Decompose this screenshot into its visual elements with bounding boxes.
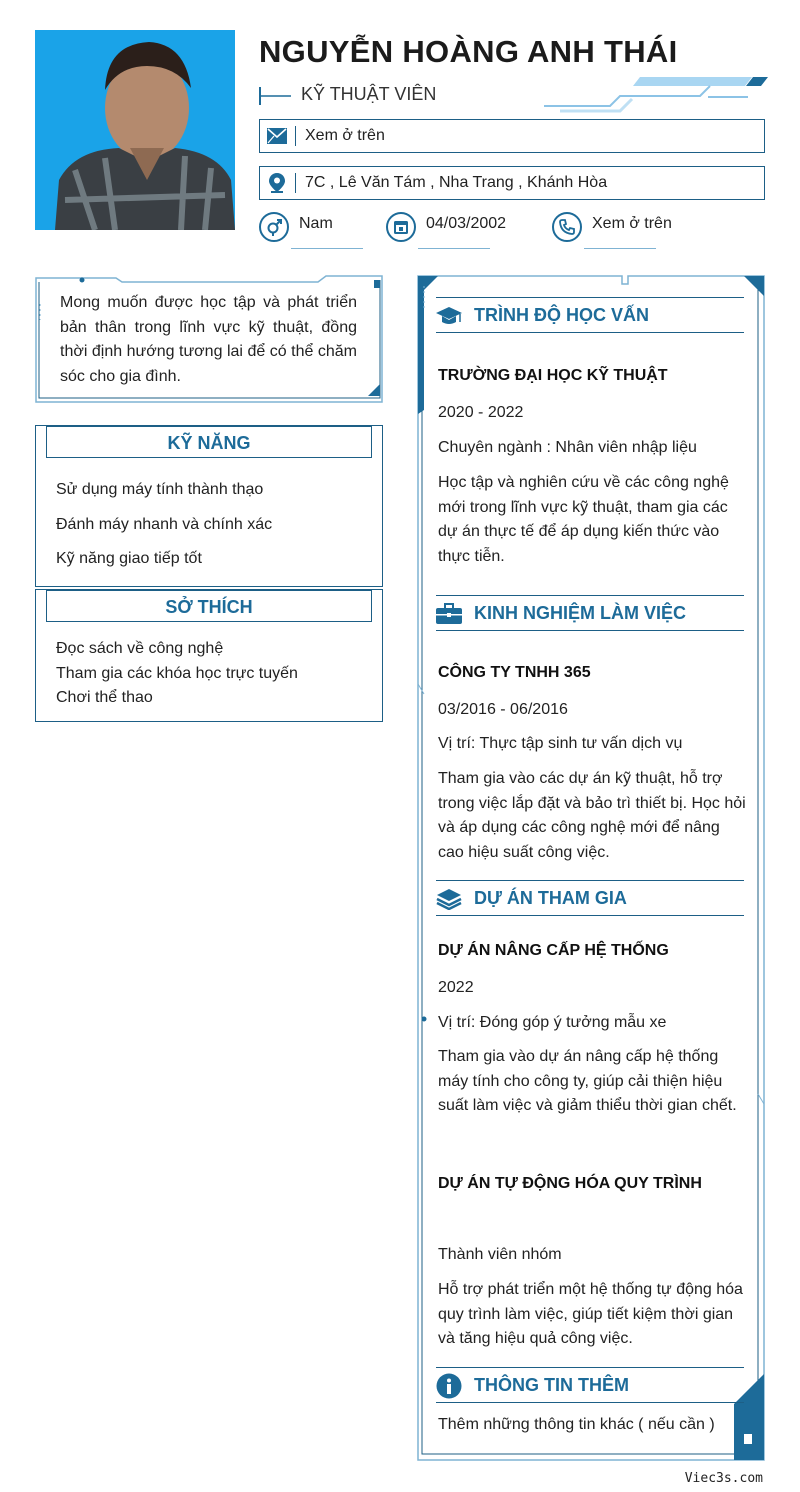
additional-text: Thêm những thông tin khác ( nếu cần ) (438, 1416, 715, 1433)
briefcase-icon (436, 601, 462, 627)
education-school: TRƯỜNG ĐẠI HỌC KỸ THUẬT (438, 367, 668, 384)
skill-item: Đánh máy nhanh và chính xác (56, 516, 273, 533)
project-role: Thành viên nhóm (438, 1246, 562, 1263)
hobbies-card (35, 589, 383, 722)
gender-icon (259, 212, 289, 242)
experience-company: CÔNG TY TNHH 365 (438, 664, 591, 681)
education-description: Học tập và nghiên cứu về các công nghệ mới trong lĩnh vực kỹ thuật, tham gia các dự án thực tế để áp dụng kiến thức vào thực tiễn. (438, 474, 729, 565)
hobbies-heading: SỞ THÍCH (46, 590, 372, 622)
project-name: DỰ ÁN TỰ ĐỘNG HÓA QUY TRÌNH (438, 1175, 702, 1192)
address-value: 7C , Lê Văn Tám , Nha Trang , Khánh Hòa (305, 174, 608, 191)
job-title: KỸ THUẬT VIÊN (301, 84, 437, 104)
objective-text: Mong muốn được học tập và phát triển bản thân trong lĩnh vực kỹ thuật, đồng thời định hướng tương lai để có thể chăm sóc cho gia đình. (60, 294, 357, 385)
envelope-icon (260, 120, 294, 152)
email-row (259, 119, 765, 153)
skill-item: Kỹ năng giao tiếp tốt (56, 550, 202, 567)
skill-item: Sử dụng máy tính thành thạo (56, 481, 264, 498)
gender-value: Nam (299, 215, 333, 232)
projects-heading-bar (436, 880, 744, 916)
project-description: Tham gia vào dự án nâng cấp hệ thống máy tính cho công ty, giúp cải thiện hiệu suất làm việc và giảm thiểu thời gian chết. (438, 1048, 737, 1114)
project-role: Vị trí: Đóng góp ý tưởng mẫu xe (438, 1014, 667, 1031)
profile-photo-illustration (35, 30, 235, 230)
education-major: Chuyên ngành : Nhân viên nhập liệu (438, 439, 697, 456)
experience-position: Vị trí: Thực tập sinh tư vấn dịch vụ (438, 735, 683, 752)
experience-heading: KINH NGHIỆM LÀM VIỆC (474, 603, 687, 623)
title-line-icon (259, 86, 293, 106)
experience-period: 03/2016 - 06/2016 (438, 701, 568, 718)
email-value: Xem ở trên (305, 127, 385, 144)
dob-info (386, 212, 516, 252)
skills-heading: KỸ NĂNG (46, 426, 372, 458)
experience-heading-bar (436, 595, 744, 631)
layers-icon (436, 886, 462, 912)
phone-value: Xem ở trên (592, 215, 672, 232)
candidate-name: NGUYỄN HOÀNG ANH THÁI (259, 34, 678, 69)
location-pin-icon (260, 167, 294, 199)
calendar-icon (386, 212, 416, 242)
additional-heading: THÔNG TIN THÊM (474, 1375, 629, 1395)
address-row (259, 166, 765, 200)
education-period: 2020 - 2022 (438, 404, 524, 421)
education-heading-bar (436, 297, 744, 333)
experience-description: Tham gia vào các dự án kỹ thuật, hỗ trợ trong việc lắp đặt và bảo trì thiết bị. Học hỏi và áp dụng các công nghệ mới để nâng cao hiệu suất công việc. (438, 770, 746, 861)
hobby-item: Chơi thể thao (56, 689, 153, 706)
profile-photo (35, 30, 235, 230)
graduation-cap-icon (436, 303, 462, 329)
hobby-item: Tham gia các khóa học trực tuyến (56, 665, 298, 682)
hobby-item: Đọc sách về công nghệ (56, 640, 224, 657)
header-tech-decoration (540, 74, 770, 114)
skills-card (35, 425, 383, 587)
projects-heading: DỰ ÁN THAM GIA (474, 888, 627, 908)
phone-info (552, 212, 692, 252)
dob-value: 04/03/2002 (426, 215, 507, 232)
info-icon (436, 1373, 462, 1399)
project-name: DỰ ÁN NÂNG CẤP HỆ THỐNG (438, 942, 669, 959)
additional-heading-bar (436, 1367, 744, 1403)
project-year: 2022 (438, 979, 474, 996)
education-heading: TRÌNH ĐỘ HỌC VẤN (474, 305, 649, 325)
project-description: Hỗ trợ phát triển một hệ thống tự động hóa quy trình làm việc, giúp tiết kiệm thời gian và tăng hiệu quả công việc. (438, 1281, 743, 1347)
phone-icon (552, 212, 582, 242)
gender-info (259, 212, 369, 252)
watermark: Viec3s.com (684, 1471, 763, 1486)
